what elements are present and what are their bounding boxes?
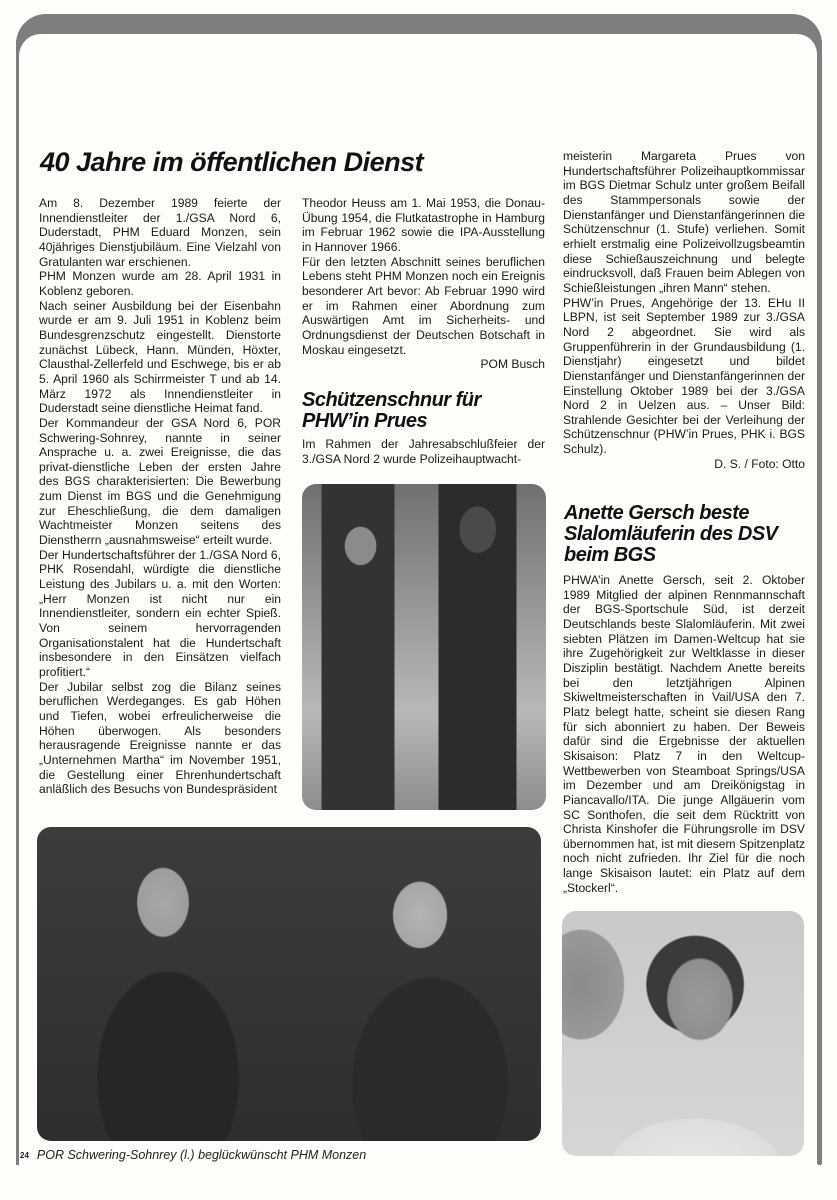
paragraph: Am 8. Dezember 1989 feierte der Innendienstleiter der 1./GSA Nord 6, Duderstadt, PHM Eduard Monzen, sein 40jähriges Dienstjubiläum. Eine Vielzahl von Gratulanten war erschienen. [39, 196, 281, 269]
photo-caption [20, 1148, 366, 1162]
paragraph: Für den letzten Abschnitt seines beruflichen Lebens steht PHM Monzen noch ein Ereignis besonderer Art bevor: Ab Februar 1990 wird er im Rahmen einer Abordnung zum Auswärtigen Amt im Sicherheits- und Ordnungsdienst der Deutschen Botschaft in Moskau eingesetzt. [302, 254, 545, 357]
author-signature: D. S. / Foto: Otto [714, 456, 805, 471]
paragraph: PHM Monzen wurde am 28. April 1931 in Koblenz geboren. [39, 269, 281, 298]
article-column-b-prues [302, 437, 545, 466]
article-title-prues: Schützenschnur für PHW’in Prues [302, 389, 481, 432]
paragraph: Der Jubilar selbst zog die Bilanz seines beruflichen Werdeganges. Es gab Höhen und Tiefen, wobei erfreulicherweise die Höhen überwogen. Als besonders herausragende Ereignisse nannte er das „Unternehmen Martha“ im November 1951, die Gestellung einer Ehrenhundertschaft anläßlich des Besuchs von Bundespräsident [39, 679, 281, 797]
caption-text: POR Schwering-Sohnrey (l.) beglückwünscht PHM Monzen [36, 1148, 367, 1162]
page-number: 24 [20, 1151, 29, 1160]
author-line [563, 457, 805, 472]
paragraph: Der Hundertschaftsführer der 1./GSA Nord 6, PHK Rosendahl, würdigte die dienstliche Leistung des Jubilars u. a. mit den Worten: „Herr Monzen ist nicht nur ein Innendienstleiter, sondern ein echter Spieß. Von seinem hervorragenden Organisationstalent hat die Hundertschaft insbesondere in den Einsätzen vielfach profitiert.“ [39, 547, 281, 679]
paragraph: Nach seiner Ausbildung bei der Eisenbahn wurde er am 9. Juli 1951 in Koblenz beim Bundesgrenzschutz eingestellt. Dienstorte zunächst Lübeck, Hann. Münden, Höxter, Clausthal-Zellerfeld und Eschwege, bis er ab 5. April 1960 als Schirrmeister T und ab 14. März 1972 als Innendienstleiter in Duderstadt seine dienstliche Heimat fand. [39, 298, 281, 416]
photo-gersch-portrait [562, 911, 804, 1156]
photo-monzen-handshake [37, 827, 541, 1141]
paragraph: Der Kommandeur der GSA Nord 6, POR Schwering-Sohnrey, nannte in seiner Ansprache u. a. zwei Ereignisse, die das privat-dienstliche Leben der ersten Jahre des BGS charakterisierten: Die Bewerbung zum Dienst im BGS und die Genehmigung zur Eheschließung, die dem damaligen Wachtmeister Monzen seitens des Dienstherrn „ausnahmsweise“ erteilt wurde. [39, 415, 281, 548]
article-title-monzen: 40 Jahre im öffentlichen Dienst [40, 147, 424, 177]
article-title-gersch: Anette Gersch beste Slalomläuferin des DSV beim BGS [564, 502, 778, 566]
article-column-c-gersch [563, 573, 805, 895]
author-line [302, 357, 545, 372]
article-column-b-monzen [302, 196, 545, 372]
paragraph: PHW’in Prues, Angehörige der 13. EHu II LBPN, ist seit September 1989 zur 3./GSA Nord 2 abgeordnet. Sie wird als Gruppenführerin in der Grundausbildung (1. Dienstjahr) eingesetzt und bildet Dienstanfänger und Dienstanfängerinnen der Einstellung Oktober 1989 bei der 3./GSA Nord 2 in Uelzen aus. – Unser Bild: Strahlende Gesichter bei der Verleihung der Schützenschnur (PHW’in Prues, PHK i. BGS Schulz). [563, 295, 805, 457]
photo-prues-award [302, 484, 546, 810]
page-left-border [16, 40, 19, 1165]
paragraph: Theodor Heuss am 1. Mai 1953, die Donau-Übung 1954, die Flutkatastrophe in Hamburg im Februar 1962 sowie die IPA-Ausstellung in Hannover 1966. [302, 196, 545, 254]
page-right-border [818, 40, 821, 1165]
paragraph: meisterin Margareta Prues von Hundertschaftsführer Polizeihauptkommissar im BGS Dietmar Schulz unter großem Beifall des Stammpersonals sowie der Dienstanfänger und Dienstanfängerinnen die Schützenschnur (1. Stufe) verliehen. Somit erhielt erstmalig eine Polizeivollzugsbeamtin diese Schießauszeichnung und belegte eindrucksvoll, daß Frauen beim Ablegen von Schießleistungen „ihren Mann“ stehen. [563, 149, 805, 295]
author-signature: POM Busch [480, 357, 545, 372]
article-column-a [39, 196, 281, 797]
paragraph: PHWA’in Anette Gersch, seit 2. Oktober 1989 Mitglied der alpinen Rennmannschaft der BGS-Sportschule Süd, ist derzeit Deutschlands beste Slalomläuferin. Mit zwei siebten Plätzen im Damen-Weltcup hat sie ihre Zugehörigkeit zur Weltklasse in dieser Disziplin bestätigt. Nachdem Anette bereits bei den letztjährigen Alpinen Skiweltmeisterschaften in Vail/USA den 7. Platz belegt hatte, scheint sie diesen Rang für sich abonniert zu haben. Der Beweis dafür sind die Ergebnisse der aktuellen Skisaison: Platz 7 in den Weltcup-Wettbewerben von Steamboat Springs/USA im Dezember und am Dreikönigstag in Piancavallo/ITA. Die junge Allgäuerin vom SC Sonthofen, die seit dem Rücktritt von Christa Kinshofer die Führungsrolle im DSV übernommen hat, ist mit diesem Spitzenplatz noch nicht zufrieden. Ihr Ziel für die noch lange Skisaison lautet: ein Platz auf dem „Stockerl“. [563, 573, 805, 895]
paragraph: Im Rahmen der Jahresabschlußfeier der 3./GSA Nord 2 wurde Polizeihauptwacht- [302, 437, 545, 466]
article-column-c-prues [563, 149, 805, 471]
